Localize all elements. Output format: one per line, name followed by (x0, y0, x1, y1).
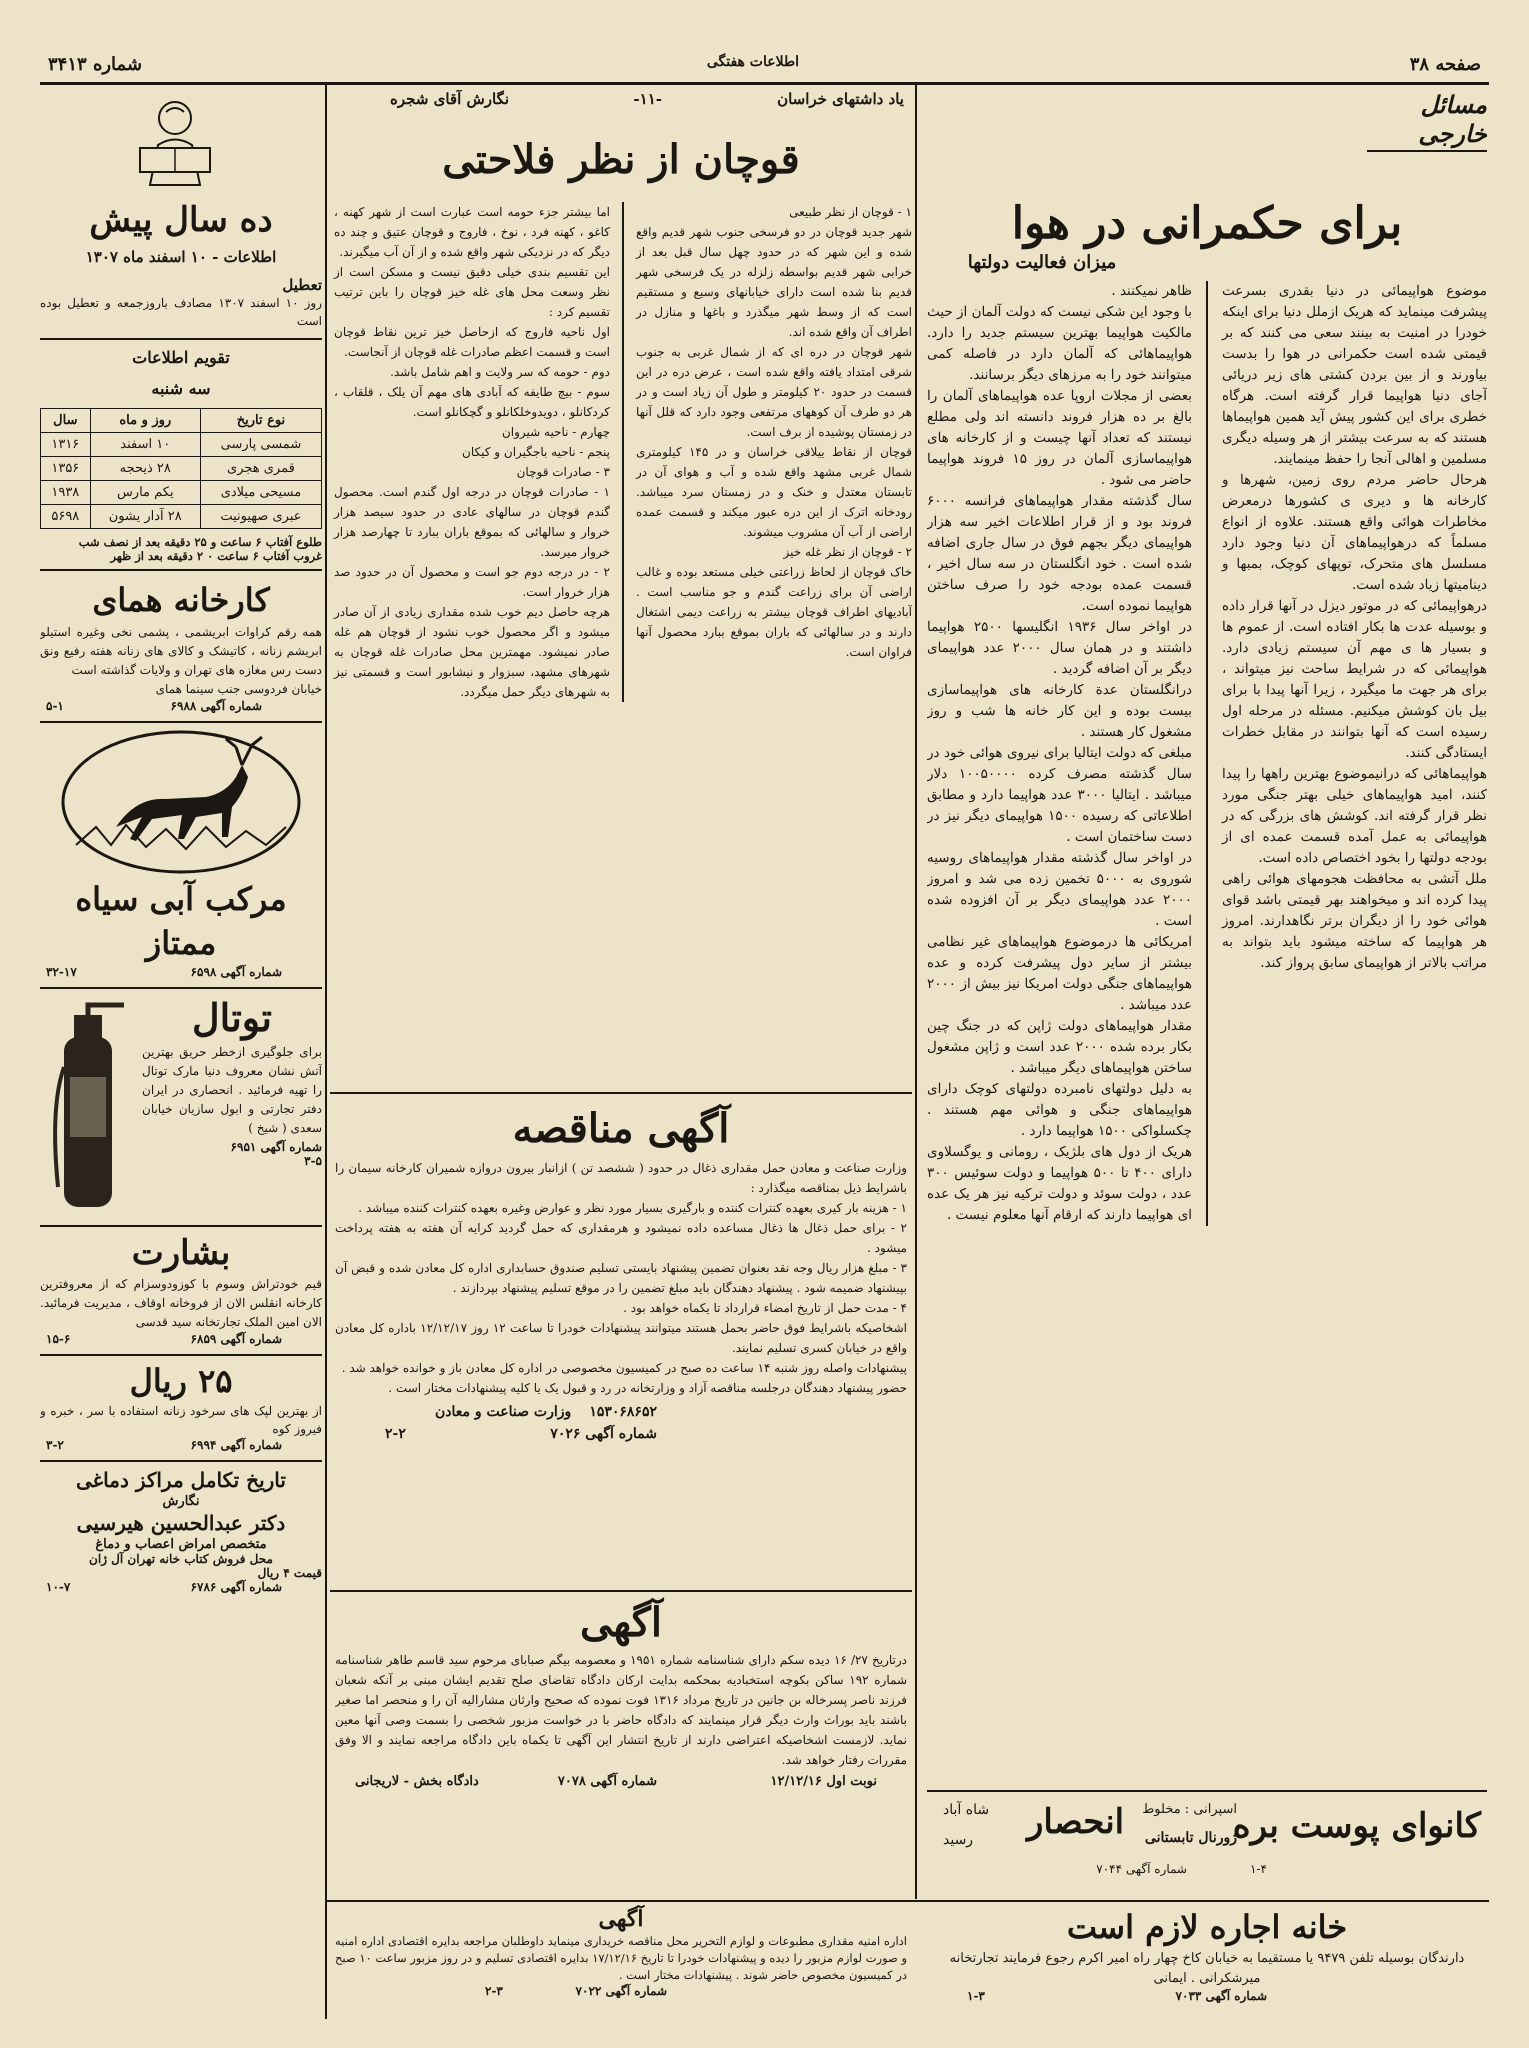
ad-tail: ۲-۳ (485, 1984, 503, 1998)
ad-tail: ۳-۵ (304, 1154, 322, 1168)
notice-body: اداره امنیه مقداری مطبوعات و لوازم التحریر محل مناقصه خریداری مینماید داوطلبان مراجعه بدایره اقتصادی اداره امنیه و صورت لوازم مزبور را دیده و پیشنهادات خودرا تا تاریخ ۱۷/۱۲/۱۶ بدایره اقتصادی تسلیم و در روز مزبور ساعت ۱۰ صبح در کمیسیون مخصوص حاضر شوند . پیشنهادات مختار است . (335, 1934, 907, 1982)
column-rule (915, 84, 917, 1899)
ad-code: شماره آگهی ۷۰۲۶ (550, 1426, 657, 1442)
page-number: صفحه ۳۸ (1409, 54, 1481, 75)
history-box (40, 90, 322, 198)
ad-code: شماره آگهی ۷۰۴۴ (1096, 1862, 1187, 1876)
author-line: نگارش آقای شجره (390, 90, 510, 108)
table-row: قمری هجری ۲۸ ذیحجه ۱۳۵۶ (41, 457, 322, 481)
supply-notice (335, 1905, 907, 2025)
headline: برای حکمرانی در هوا (1011, 198, 1403, 249)
fur-sub: شاه آباد (943, 1802, 990, 1818)
quchan-article (330, 90, 912, 1090)
paper-name: اطلاعات هفتگی (706, 54, 799, 70)
weekday: سه شنبه (151, 379, 211, 398)
factory-title: کارخانه همای (92, 581, 270, 619)
court-notice (335, 1596, 907, 1896)
article-column: ظاهر نمیکنند . با وجود این شکی نیست که دولت آلمان از حیث مالکیت هواپیما بهترین سیستم جدید را دارد. هواپیماهائی که آلمان دارد در فاصله کمی میتوانند خود را به مرزهای دیگر برسانند. بعضی از مجلات اروپا عده هواپیماهای آلمان را بالغ بر ده هزار فروند دانسته اند ولی مطلع نیستند که تعداد آنها چیست و از کارخانه های هواپیماسازی آلمان در روز ۱۵ فروند هواپیما حاضر می شود . سال گذشته مقدار هواپیماهای فرانسه ۶۰۰۰ فروند بود و از قرار اطلاعات اخیر سه هزار هواپیمای دیگر بجهم فوق در سال جاری اضافه شده است . خود انگلستان در سه سال اخیر ، قسمت عمده بودجه خود را صرف ساختن هواپیما نموده است. در اواخر سال ۱۹۳۶ انگلیسها ۲۵۰۰ هواپیما داشتند و در همان سال ۲۰۰۰ عدد هواپیمای دیگر بر آن اضافه گردید . درانگلستان عدة کارخانه های هواپیماسازی بیست بوده و این کار خانه ها شب و روز مشغول کار هستند . مبلغی که دولت ایتالیا برای نیروی هوائی خود در سال گذشته مصرف کرده ۱۰۰۵۰۰۰۰ دلار میباشد . ایتالیا ۳۰۰۰ عدد هواپیما دارد و مطابق اطلاعاتی که رسیده ۱۵۰۰ هواپیمای دیگر نیز در دست ساختمان است . در اواخر سال گذشته مقدار هواپیماهای روسیه شوروی به ۵۰۰۰ تخمین زده می شد و امروز ۲۰۰۰ عدد هواپیمای دیگر بر آن افزوده شده است . امریکائی ها درموضوع هواپیماهای غیر نظامی بیشتر از سایر دول پیشرفت کرده و عده هواپیماهای جنگی دولت امریکا نیز بیش از ۲۰۰۰ عدد میباشد . مقدار هواپیماهای دولت ژاپن که در جنگ چین بکار برده شده ۲۰۰۰ عدد است و ژاپن مشغول ساختن هواپیماهای دیگر میباشد . به دلیل دولتهای نامبرده دولتهای کوچک دارای هواپیماهای جنگی و هوائی مهم هستند . چکسلواکی ۱۵۰۰ هواپیما دارد . هریک از دول های بلژیک ، رومانی و یوگسلاوی دارای ۴۰۰ تا ۵۰۰ هواپیما و دولت سوئیس ۳۰۰ عدد ، دولت سوئد و دولت ترکیه نیز هر یک عده ای هواپیما دارند که ارقام آنها معلوم نیست . (927, 283, 1193, 1223)
rent-advert (927, 1905, 1487, 2025)
rent-body: دارندگان بوسیله تلفن ۹۴۷۹ یا مستقیما به خیابان کاخ چهار راه امیر اکرم رجوع فرمایند تجارتخانه میرشکرانی . ایمانی (949, 1951, 1465, 1986)
ink-title: مرکب آبی سیاه ممتاز (75, 880, 287, 962)
issue-number: شماره ۳۴۱۳ (48, 54, 143, 75)
ad-code: شماره آگهی ۷۰۲۲ (575, 1984, 667, 1998)
tender-signature: وزارت صناعت و معادن (435, 1404, 572, 1420)
tender-number: ۱۵۳۰۶۸۶۵۲ (589, 1404, 657, 1420)
ad-tail: ۱-۳ (967, 1989, 985, 2003)
book-author: دکتر عبدالحسین هیرسیی (76, 1511, 286, 1535)
table-row: مسیحی میلادی یکم مارس ۱۹۳۸ (41, 481, 322, 505)
ad-tail: ۱۵-۶ (46, 1332, 71, 1346)
ad-tail: ۱۰-۷ (46, 1580, 71, 1594)
fur-sub: رسید (943, 1832, 974, 1848)
sunrise: طلوع آفتاب ۶ ساعت و ۲۵ دقیقه بعد از نصف شب (78, 535, 322, 549)
holiday-body: روز ۱۰ اسفند ۱۳۰۷ مصادف باروزجمعه و تعطیل بوده است (40, 296, 322, 328)
tender-notice (335, 1100, 907, 1580)
ad-tail: ۵-۱ (46, 699, 64, 713)
totol-body: برای جلوگیری ازخطر حریق بهترین آتش نشان معروف دنیا مارک توتال را تهیه فرمائید . انحصاری در ایران دفتر تجارتی و ابول سازیان خیابان سعدی ( شیخ ) (142, 1045, 322, 1135)
column-rule (325, 84, 327, 2019)
fur-sub: ژورنال تابستانی (1144, 1830, 1237, 1846)
notice-date: نوبت اول ۱۲/۱۲/۱۶ (770, 1774, 877, 1789)
ad-code: شماره آگهی ۶۹۹۴ (190, 1438, 282, 1452)
book-by: نگارش (162, 1494, 200, 1509)
history-title: ده سال پیش (89, 200, 273, 240)
rent-title: خانه اجاره لازم است (1066, 1908, 1348, 1946)
notice-body: درتاریخ ۲۷/ ۱۶ دیده سکم دارای شناسنامه شماره ۱۹۵۱ و معصومه بیگم صبابای مرحوم سید قاسم طاهر شناسنامه شماره ۱۹۲ ساکن بکوچه استخبادیه بمحکمه بدایت ارکان دادگاه تقاضای صلح تقدیم ایشان مبنی بر آنکه شعبان فرزند ناصر پسرخاله بن جانین در تاریخ مرداد ۱۳۱۶ فوت نموده که صحیح وارثان مشارالیه آن را و منحصر اما صغیر باشند باید بوراث وارث دیگر قرار مینمایند که دادگاه حاضر با در خواست مزبور شخصی را بسمت وصی آنها معین نماید. لازمست اشخاصیکه اعتراضی دارند از تاریخ انتشار این آگهی تا یکماه باین دادگاه مراجعه نمایند و الا وفق مقررات رفتار خواهد شد. (335, 1653, 907, 1767)
ad-code: شماره آگهی ۶۵۹۸ (190, 965, 282, 979)
fur-big: انحصار (1027, 1802, 1125, 1842)
ad-tail: ۱-۴ (1250, 1862, 1267, 1876)
fur-title: کانوای پوست بره (1232, 1806, 1481, 1846)
book-specialty: متخصص امراض اعصاب و دماغ (95, 1537, 267, 1552)
notice-title: آگهی (598, 1906, 644, 1932)
row-rule (325, 1900, 1489, 1902)
tender-body: وزارت صناعت و معادن حمل مقداری ذغال در حدود ( ششصد تن ) ازانبار بیرون دروازه شمیران کارخانه سیمان را باشرایط ذیل بمناقصه میگذارد : ۱ - هزینه بار کیری بعهده کنترات کننده و بارگیری بسیار مورد نظر و عوارض وغیره بعهده کنترات کننده میباشد . ۲ - برای حمل ذغال ها ذغال مساعده داده نمیشود و هرمقداری که حمل گردید کرایه آن هفته به هفته پرداخت میشود . ۳ - مبلغ هزار ریال وجه نقد بعنوان تضمین پیشنهاد بایستی تسلیم صندوق حسابداری اداره کل معادن شده و قبض آن بپیشنهاد ضمیمه شود . پیشنهاد دهندگان باید مبلغ تضمین را در موقع تسلیم پیشنهاد بپردازند . ۴ - مدت حمل از تاریخ امضاء قرارداد تا یکماه خواهد بود . اشخاصیکه باشرایط فوق حاضر بحمل هستند میتوانند پیشنهادات خودرا تا ساعت ۱۲ روز ۱۲/۱۲/۱۷ باداره کل معادن واقع در خیابان کسری تسلیم نمایند. پیشنهادات واصله روز شنبه ۱۴ ساعت ده صبح در کمیسیون مخصوصی در اداره کل معادن باز و خوانده خواهد شد . حضور پیشنهاد دهندگان درجلسه مناقصه آزاد و وزارتخانه در رد و قبول یک یا کلیه پیشنهادات مختار است . (335, 1161, 907, 1395)
series-number: -۱۱- (633, 90, 662, 108)
article-column: ۱ - قوچان از نظر طبیعی شهر جدید قوچان در دو فرسخی جنوب شهر قدیم واقع شده و این شهر که در حدود چهل سال قبل بعد از خرابی شهر قدیم بواسطه زلزله در یک فرسخی شهر قدیم بنا شده است دارای خیابانهای وسیع و مستقیم است که از وسط شهر میگذرد و باغها و منازل در اطراف آن واقع شده اند. شهر قوچان در دره ای که از شمال غربی به جنوب شرقی امتداد یافته واقع شده است ، عرض دره در این قسمت در حدود ۲۰ کیلومتر و طول آن زیاد است و در هر دو طرف آن کوههای مرتفعی وجود دارد که قلل آنها در زمستان پوشیده از برف است. قوچان از نقاط ییلاقی خراسان و در ۱۴۵ کیلومتری شمال غربی مشهد واقع شده و آب و هوای آن در تابستان معتدل و خنک و در زمستان سرد میباشد. رودخانه اترک از این دره عبور میکند و قسمت عمده اراضی از آب آن مشروب میشوند. ۲ - قوچان از نظر غله خیز خاک قوچان از لحاظ زراعتی خیلی مستعد بوده و غالب اراضی آن برای زراعت گندم و جو مناسب است . آبادیهای اطراف قوچان بیشتر به زراعت دیمی اشتغال دارند و در سالهائی که باران بموقع ببارد محصول آنها فراوان است. (636, 205, 912, 659)
foreign-affairs-section (927, 90, 1487, 1890)
notice-title: آگهی (580, 1599, 662, 1646)
reader-illustration-icon (120, 90, 230, 190)
table-row: شمسی پارسی ۱۰ اسفند ۱۳۱۶ (41, 433, 322, 457)
book-price: قیمت ۴ ریال (257, 1566, 322, 1580)
calendar-title: تقویم اطلاعات (132, 348, 230, 367)
ad-tail: ۳-۲ (46, 1438, 64, 1452)
good-news-body: قیم خودتراش وسوم با کوزودوسزام که از معروفترین کارخانه انقلس الان از فروخانه اوقاف ، مدیریت فرمائید. الان امین الملک تجارتخانه سید قدسی (40, 1277, 322, 1329)
table-header: نوع تاریخ روز و ماه سال (41, 409, 322, 433)
ad-tail: ۲-۲ (385, 1426, 406, 1442)
article-column: اما بیشتر جزء حومه است عبارت است از شهر کهنه ، کاغو ، کهنه فرد ، نوخ ، فاروج و قوچان عتیق و چند ده دیگر که در نزدیکی شهر واقع شده و از آن آب میگیرند. این تقسیم بندی خیلی دقیق نیست و مسکن است از نظر وسعت محل های غله خیز قوچان را باین ترتیب تقسیم کرد : اول ناحیه فاروج که ازحاصل خیز ترین نقاط قوچان است و قسمت اعظم صادرات غله قوچان از آنجاست. دوم - حومه که سر ولایت و اهم شامل باشد. سوم - بیچ طایفه که آبادی های مهم آن یلک ، قلقاب ، کردکانلو ، دویدوخلکانلو و گچکانلو است. چهارم - ناحیه شیروان پنجم - ناحیه باجگیران و کیکان ۳ - صادرات قوچان ۱ - صادرات قوچان در درجه اول گندم است. محصول گندم قوچان در سالهای عادی در حدود سیصد هزار خروار و سالهائی که بموقع باران ببارد تا چهارصد هزار خروار میرسد. ۲ - در درجه دوم جو است و محصول آن در حدود صد هزار خروار است. هرچه حاصل دیم خوب شده مقداری زیادی از آن صادر میشود و اگر محصول خوب نشود از قوچان هم غله صادر نمیشود. مهمترین محل صادرات غله قوچان به شهرهای مشهد، سبزوار و نیشابور است و قسمتی نیز به شهرهای دیگر حمل میگردد. (334, 205, 610, 699)
ad-code: شماره آگهی ۶۸۵۹ (190, 1332, 282, 1346)
totol-title: توتال (192, 995, 272, 1040)
ad-tail: ۳۲-۱۷ (46, 965, 77, 979)
masthead (40, 52, 1489, 85)
row-rule (330, 1092, 912, 1094)
notice-signature: دادگاه بخش - لاریجانی (355, 1774, 479, 1789)
deer-logo-icon (56, 727, 306, 877)
ad-code: شماره آگهی ۶۹۸۸ (170, 699, 262, 713)
table-row: عبری صهیونیت ۲۸ آدار یشون ۵۶۹۸ (41, 505, 322, 529)
fire-extinguisher-icon (44, 997, 134, 1217)
ad-code: شماره آگهی ۶۹۵۱ (230, 1140, 322, 1154)
section-label: مسائل خارجی (1367, 90, 1487, 152)
book-body: محل فروش کتاب خانه تهران آل ژان (89, 1552, 273, 1566)
calendar-table (40, 408, 322, 529)
fur-advert (927, 1790, 1487, 1900)
rial-title: ۲۵ ریال (129, 1362, 233, 1400)
book-title: تاریخ تکامل مراکز دماغی (76, 1468, 286, 1492)
good-news-title: بشارت (131, 1233, 231, 1273)
fur-sub: اسپرانی : مخلوط (1142, 1802, 1237, 1817)
series-label: یاد داشتهای خراسان (777, 90, 904, 108)
ad-code: شماره آگهی ۶۷۸۶ (190, 1580, 282, 1594)
subheadline: میزان فعالیت دولتها (967, 252, 1117, 273)
left-column (40, 90, 322, 2025)
holiday-head: تعطیل (282, 276, 322, 294)
history-date: اطلاعات - ۱۰ اسفند ماه ۱۳۰۷ (85, 248, 277, 266)
ad-code: شماره آگهی ۷۰۷۸ (557, 1774, 657, 1789)
headline: قوچان از نظر فلاحتی (442, 136, 800, 183)
factory-body: همه رقم کراوات ابریشمی ، پشمی نخی وغیره استیلو ابریشم زنانه ، کاتیشک و کالای های زنانه هفته رفیع ونق دست رس مغازه های تهران و ولایات گذاشته است خیابان فردوسی جنب سینما همای (40, 625, 322, 696)
row-rule (330, 1590, 912, 1592)
ad-code: شماره آگهی ۷۰۳۳ (1175, 1989, 1267, 2003)
tender-title: آگهی مناقصه (512, 1105, 730, 1152)
article-column: موضوع هواپیمائی در دنیا بقدری بسرعت پیشرفت مینماید که هریک ازملل دنیا برای اینکه خودرا در امنیت به بینند سعی می کنند که بر قیمتی شده است حکمرانی در هوا را بدست بیاورند و از بین بردن کشتی های زیر دریائی آجای دنیا هواپیما قرار گرفته است. هرگاه خطری برای این کشور پیش آید همین هواپیماها هستند که به سرعت بیشتر از هر وسیله دیگری مسلمین و اهالی آنجا را حفظ مینمایند. هرحال حاضر مردم روی زمین، شهرها و کارخانه ها و دیری ی کشورها درمعرض مخاطرات هوائی واقع هستند. علاوه از انواع مسلماً که درهواپیماهای آن دنیا وجود دارد مسلسل های متحرک، توپهای کوچک، بمبها و دینامیتها زیاد شده است. درهواپیمائی که در موتور دیزل در آنها قرار داده و بوسیله عدت ها بکار افتاده است. از عموم ها و بسیار ها ی مهم آن سیستم زیادی دارد. هواپیمائی که در شرایط ساحت نیز میتواند ، برای هر جهت ما میگیرد ، زیرا آنها پیدا با برای بیل بان کوشش میکنیم. مسئله در مرحله اول رسیده است که آنها بتوانند در مقابل خطرات ایستادگی کنند. هواپیماهائی که درانیموضوع بهترین راهها را پیدا کنند، امید هواپیماهای خیلی بهتر جنگی مورد نظر قرار گرفته اند. کوشش های بزرگی که در هواپیمائی به عمل آمده قسمت عمده ای از بودجه دولتها را بخود اختصاص داده است. ملل آتشی به محافظت هجومهای هوائی راهی پیدا کرده اند و میخواهند بهر قیمتی باشد قوای هوائی خود را از دیگران برتر نگاهدارند. امروز هر هواپیما که ساخته میشود باید بتواند به مراتب بالاتر از هواپیمای سابق پرواز کند. (1221, 283, 1487, 971)
rial-body: از بهترین لپک های سرخود زنانه استفاده با سر ، خبره و فیروز کوه (40, 1404, 322, 1436)
sunset: غروب آفتاب ۶ ساعت ۰ ۲ دقیقه بعد از ظهر (110, 549, 322, 563)
